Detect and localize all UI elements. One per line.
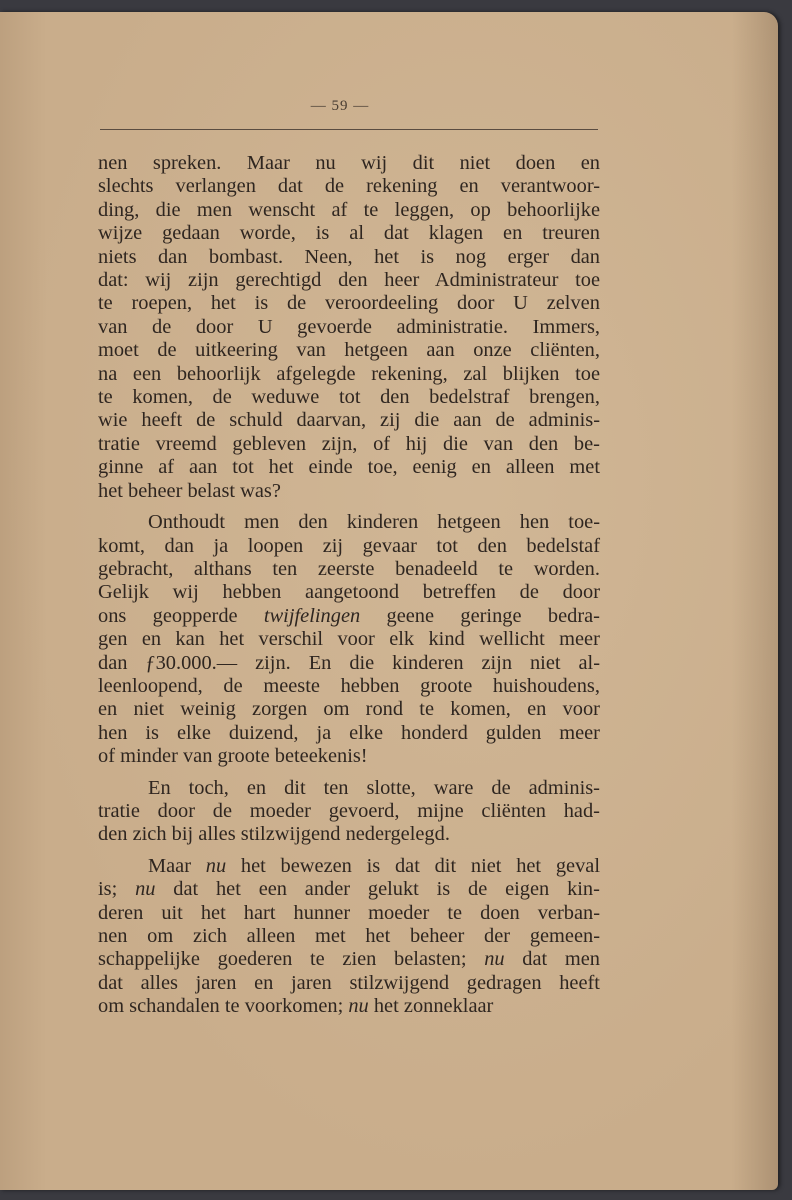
text-line: Onthoudt men den kinderen hetgeen hen toe- — [148, 511, 600, 534]
text-line: niets dan bombast. Neen, het is nog erger dan — [98, 245, 601, 268]
text-line: te komen, de weduwe tot den bedelstraf brengen, — [98, 386, 600, 409]
body-text — [98, 152, 600, 1027]
text-line: deren uit het hart hunner moeder te doen verban- — [98, 901, 600, 924]
text-line: schappelijke goederen te zien belasten; nu dat men — [98, 948, 600, 971]
text-line: dat alles jaren en jaren stilzwijgend gedragen heeft — [98, 971, 600, 994]
page-number: — 59 — — [310, 98, 370, 114]
text-line: van de door U gevoerde administratie. Immers, — [98, 315, 600, 338]
text-line: is; nu dat het een ander gelukt is de eigen kin- — [98, 878, 600, 901]
header-rule — [100, 129, 598, 130]
text-line: nen om zich alleen met het beheer der gemeen- — [98, 925, 601, 947]
text-line: hen is elke duizend, ja elke honderd gulden meer — [98, 721, 600, 744]
text-line: Gelijk wij hebben aangetoond betreffen de door — [98, 581, 600, 604]
text-line: nen spreken. Maar nu wij dit niet doen en — [98, 152, 600, 174]
text-line: En toch, en dit ten slotte, ware de adminis- — [148, 776, 600, 799]
text-line: ding, die men wenscht af te leggen, op behoorlijke — [98, 198, 600, 221]
paragraph — [98, 777, 600, 847]
text-line: om schandalen te voorkomen; nu het zonneklaar — [98, 995, 494, 1018]
text-line: den zich bij alles stilzwijgend nedergelegd. — [98, 823, 450, 846]
text-line: na een behoorlijk afgelegde rekening, zal blijken toe — [98, 362, 600, 385]
text-line: ons geopperde twijfelingen geene geringe bedra- — [98, 604, 600, 627]
text-line: wijze gedaan worde, is al dat klagen en treuren — [98, 222, 600, 245]
text-line: en niet weinig zorgen om rond te komen, en voor — [98, 698, 600, 721]
text-line: dan ƒ30.000.— zijn. En die kinderen zijn niet al- — [98, 651, 600, 674]
text-line: tratie door de moeder gevoerd, mijne cliënten had- — [98, 799, 600, 822]
text-line: gebracht, althans ten zeerste benadeeld te worden. — [98, 557, 600, 580]
text-line: gen en kan het verschil voor elk kind wellicht meer — [98, 628, 600, 651]
text-line: slechts verlangen dat de rekening en verantwoor- — [98, 175, 600, 198]
text-line: leenloopend, de meeste hebben groote huishoudens, — [98, 674, 600, 697]
paragraph — [98, 152, 600, 503]
text-line: of minder van groote beteekenis! — [98, 745, 368, 768]
text-line: wie heeft de schuld daarvan, zij die aan de adminis- — [98, 409, 600, 432]
book-page — [0, 12, 778, 1190]
text-line: tratie vreemd gebleven zijn, of hij die van den be- — [98, 432, 600, 455]
text-line: Maar nu het bewezen is dat dit niet het geval — [148, 854, 601, 877]
text-line: komt, dan ja loopen zij gevaar tot den bedelstaf — [98, 534, 601, 557]
text-line: moet de uitkeering van hetgeen aan onze cliënten, — [98, 339, 600, 362]
paragraph — [98, 511, 600, 768]
text-line: ginne af aan tot het einde toe, eenig en alleen met — [98, 456, 600, 479]
paragraph — [98, 855, 600, 1019]
text-line: te roepen, het is de veroordeeling door U zelven — [98, 292, 600, 315]
text-line: dat: wij zijn gerechtigd den heer Administrateur toe — [98, 269, 600, 292]
text-line: het beheer belast was? — [98, 479, 281, 502]
